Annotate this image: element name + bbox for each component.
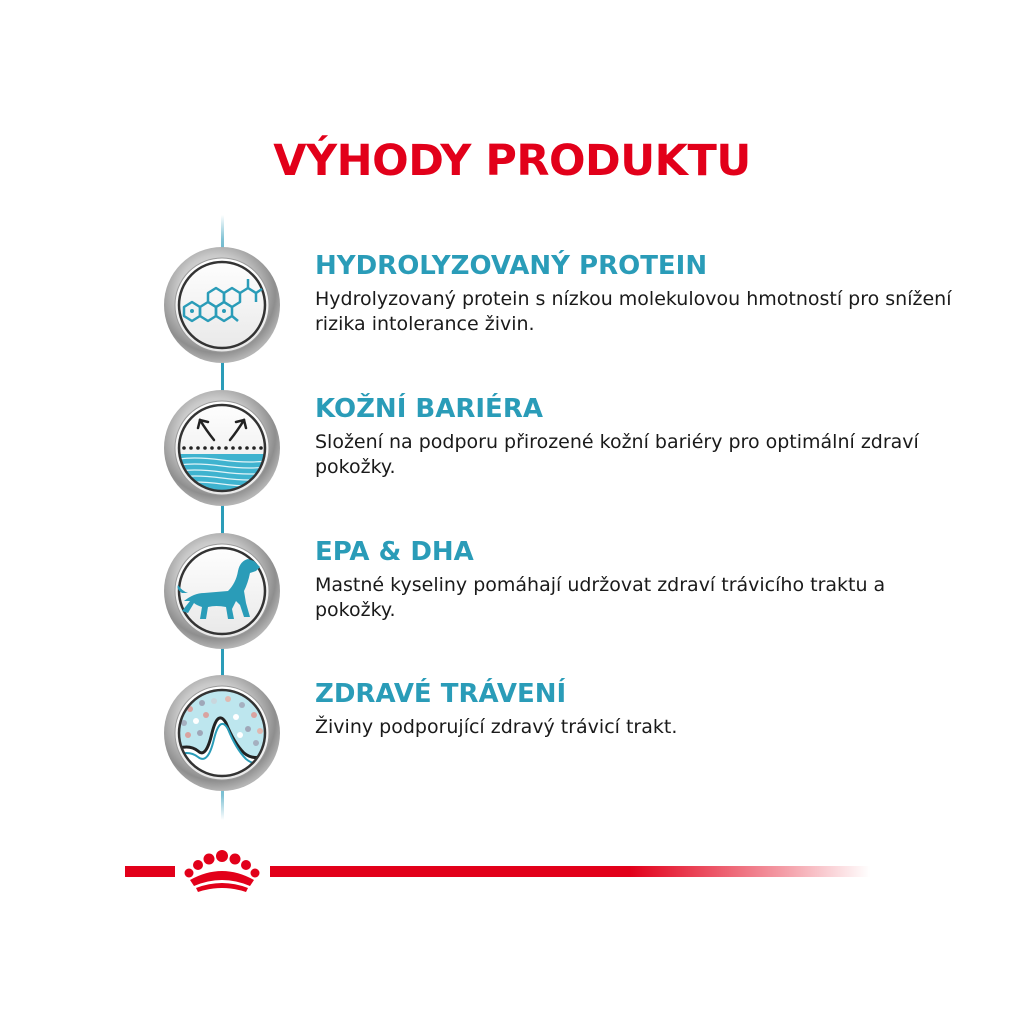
- molecule-icon: [162, 245, 282, 365]
- royal-canin-crown-icon: [178, 848, 266, 894]
- benefit-description: Mastné kyseliny pomáhají udržovat zdraví trávicího traktu a pokožky.: [315, 574, 886, 621]
- benefit-title: ZDRAVÉ TRÁVENÍ: [315, 679, 567, 709]
- benefit-description: Hydrolyzovaný protein s nízkou molekulovou hmotností pro snížení rizika intolerance živin.: [315, 288, 952, 335]
- digestion-icon: [162, 673, 282, 793]
- benefit-description: Živiny podporující zdravý trávicí trakt.: [315, 716, 678, 738]
- footer-red-line-right: [270, 866, 870, 877]
- benefit-title: KOŽNÍ BARIÉRA: [315, 394, 543, 424]
- benefit-hydrolyzed-protein: [0, 245, 1024, 375]
- benefit-description: Složení na podporu přirozené kožní bariéry pro optimální zdraví pokožky.: [315, 431, 919, 478]
- benefit-healthy-digestion: [0, 673, 1024, 803]
- benefit-title: EPA & DHA: [315, 537, 474, 567]
- benefit-skin-barrier: [0, 388, 1024, 518]
- dog-icon: [162, 531, 282, 651]
- benefit-title: HYDROLYZOVANÝ PROTEIN: [315, 251, 708, 281]
- page-title: VÝHODY PRODUKTU: [273, 136, 751, 186]
- footer-red-line-left: [125, 866, 175, 877]
- skin-barrier-icon: [162, 388, 282, 508]
- benefit-epa-dha: [0, 531, 1024, 661]
